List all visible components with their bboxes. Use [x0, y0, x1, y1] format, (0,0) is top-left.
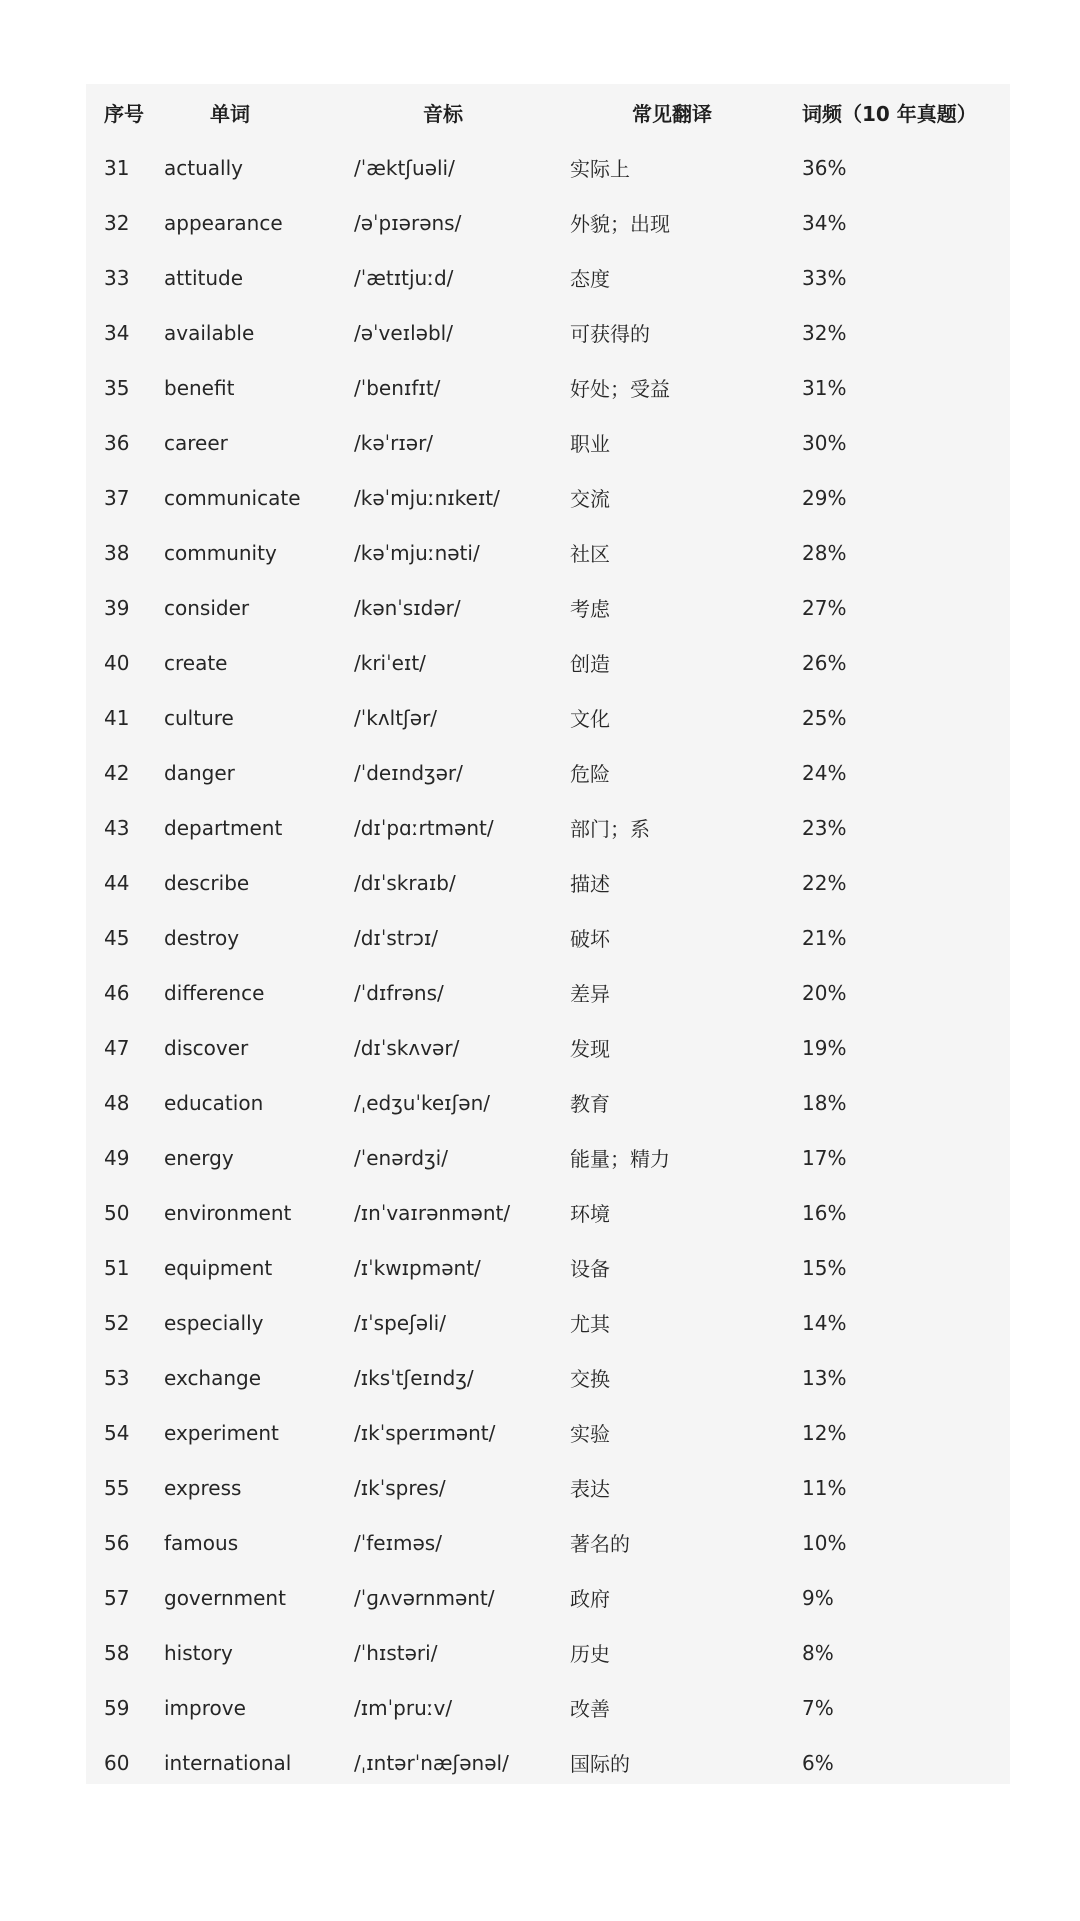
row-translation: 历史 [570, 1642, 610, 1666]
table-row [86, 1460, 1010, 1515]
row-word: energy [164, 1145, 234, 1170]
row-translation: 改善 [570, 1697, 610, 1721]
row-index: 37 [104, 485, 130, 510]
row-word: create [164, 650, 228, 675]
table-row [86, 1570, 1010, 1625]
row-word: difference [164, 980, 265, 1005]
row-phonetic: /ɪmˈpruːv/ [354, 1695, 453, 1720]
header-phonetic: 音标 [423, 101, 463, 126]
table-body [86, 140, 1010, 1790]
row-frequency: 13% [802, 1365, 847, 1390]
row-phonetic: /kəˈmjuːnəti/ [354, 540, 480, 565]
table-row [86, 1295, 1010, 1350]
row-word: culture [164, 705, 234, 730]
row-frequency: 16% [802, 1200, 847, 1225]
row-index: 57 [104, 1585, 130, 1610]
header-index: 序号 [104, 101, 144, 126]
row-phonetic: /ˌedʒuˈkeɪʃən/ [354, 1090, 491, 1115]
table-row [86, 1130, 1010, 1185]
row-phonetic: /dɪˈstrɔɪ/ [354, 925, 439, 950]
row-phonetic: /ˈhɪstəri/ [354, 1640, 438, 1665]
table-row [86, 305, 1010, 360]
row-index: 40 [104, 650, 130, 675]
row-index: 44 [104, 870, 130, 895]
row-frequency: 25% [802, 705, 847, 730]
row-frequency: 9% [802, 1585, 834, 1610]
row-frequency: 14% [802, 1310, 847, 1335]
row-word: history [164, 1640, 233, 1665]
row-frequency: 7% [802, 1695, 834, 1720]
row-word: career [164, 430, 228, 455]
row-word: international [164, 1750, 292, 1775]
row-index: 49 [104, 1145, 130, 1170]
row-translation: 实验 [570, 1422, 610, 1446]
row-word: experiment [164, 1420, 279, 1445]
row-phonetic: /ˈfeɪməs/ [354, 1530, 442, 1555]
table-row [86, 470, 1010, 525]
row-word: equipment [164, 1255, 273, 1280]
row-frequency: 31% [802, 375, 847, 400]
row-phonetic: /ˈdeɪndʒər/ [354, 760, 463, 785]
table-row [86, 1350, 1010, 1405]
row-phonetic: /dɪˈpɑːrtmənt/ [354, 815, 494, 840]
row-phonetic: /ˈætɪtjuːd/ [354, 265, 454, 290]
row-word: available [164, 320, 255, 345]
row-frequency: 29% [802, 485, 847, 510]
row-phonetic: /əˈveɪləbl/ [354, 320, 453, 345]
row-translation: 尤其 [570, 1312, 610, 1336]
table-row [86, 250, 1010, 305]
row-word: benefit [164, 375, 235, 400]
row-phonetic: /ɪnˈvaɪrənmənt/ [354, 1200, 511, 1225]
row-phonetic: /ˈkʌltʃər/ [354, 705, 438, 730]
row-frequency: 6% [802, 1750, 834, 1775]
row-frequency: 24% [802, 760, 847, 785]
row-index: 55 [104, 1475, 130, 1500]
row-frequency: 27% [802, 595, 847, 620]
row-word: express [164, 1475, 242, 1500]
row-word: actually [164, 155, 243, 180]
row-translation: 能量；精力 [570, 1147, 670, 1171]
row-index: 46 [104, 980, 130, 1005]
table-row [86, 1405, 1010, 1460]
row-word: environment [164, 1200, 292, 1225]
row-translation: 危险 [570, 762, 610, 786]
row-phonetic: /ɪkˈspres/ [354, 1475, 446, 1500]
row-translation: 创造 [570, 652, 610, 676]
row-translation: 可获得的 [570, 322, 650, 346]
table-row [86, 635, 1010, 690]
row-translation: 差异 [570, 982, 610, 1006]
row-word: attitude [164, 265, 244, 290]
row-frequency: 10% [802, 1530, 847, 1555]
table-row [86, 1680, 1010, 1735]
row-frequency: 18% [802, 1090, 847, 1115]
row-phonetic: /ˈbenɪfɪt/ [354, 375, 441, 400]
row-index: 53 [104, 1365, 130, 1390]
row-word: exchange [164, 1365, 262, 1390]
row-frequency: 17% [802, 1145, 847, 1170]
row-index: 32 [104, 210, 130, 235]
row-translation: 发现 [570, 1037, 610, 1061]
row-frequency: 34% [802, 210, 847, 235]
header-frequency: 词频（10 年真题） [802, 101, 977, 126]
row-translation: 国际的 [570, 1752, 630, 1776]
row-word: consider [164, 595, 250, 620]
row-word: government [164, 1585, 286, 1610]
row-translation: 教育 [570, 1092, 610, 1116]
row-index: 52 [104, 1310, 130, 1335]
table-row [86, 1735, 1010, 1790]
vocabulary-table-panel [86, 84, 1010, 1784]
row-phonetic: /kəˈmjuːnɪkeɪt/ [354, 485, 500, 510]
row-translation: 实际上 [570, 157, 630, 181]
row-phonetic: /dɪˈskʌvər/ [354, 1035, 460, 1060]
row-phonetic: /ˈɡʌvərnmənt/ [354, 1585, 495, 1610]
row-phonetic: /ɪksˈtʃeɪndʒ/ [354, 1365, 474, 1390]
row-frequency: 22% [802, 870, 847, 895]
row-frequency: 8% [802, 1640, 834, 1665]
row-index: 50 [104, 1200, 130, 1225]
table-row [86, 1075, 1010, 1130]
row-word: improve [164, 1695, 246, 1720]
row-phonetic: /kənˈsɪdər/ [354, 595, 461, 620]
row-frequency: 32% [802, 320, 847, 345]
row-translation: 破坏 [570, 927, 610, 951]
table-row [86, 580, 1010, 635]
row-index: 31 [104, 155, 130, 180]
row-phonetic: /ˈdɪfrəns/ [354, 980, 444, 1005]
row-phonetic: /ˈæktʃuəli/ [354, 155, 455, 180]
table-row [86, 910, 1010, 965]
row-frequency: 20% [802, 980, 847, 1005]
row-index: 47 [104, 1035, 130, 1060]
row-phonetic: /ɪkˈsperɪmənt/ [354, 1420, 496, 1445]
row-translation: 态度 [570, 267, 610, 291]
table-row [86, 965, 1010, 1020]
row-index: 45 [104, 925, 130, 950]
row-index: 36 [104, 430, 130, 455]
table-row [86, 1185, 1010, 1240]
row-phonetic: /ɪˈspeʃəli/ [354, 1310, 446, 1335]
row-word: discover [164, 1035, 249, 1060]
header-word: 单词 [210, 101, 250, 126]
row-word: community [164, 540, 277, 565]
table-header [86, 84, 1010, 140]
row-index: 42 [104, 760, 130, 785]
row-index: 43 [104, 815, 130, 840]
row-word: education [164, 1090, 264, 1115]
table-row [86, 140, 1010, 195]
vocabulary-table [86, 84, 1010, 1790]
row-translation: 表达 [570, 1477, 610, 1501]
header-translation: 常见翻译 [632, 101, 712, 126]
row-frequency: 28% [802, 540, 847, 565]
row-word: communicate [164, 485, 301, 510]
row-index: 60 [104, 1750, 130, 1775]
table-row [86, 1240, 1010, 1295]
row-translation: 部门；系 [570, 817, 650, 841]
row-word: destroy [164, 925, 240, 950]
row-index: 58 [104, 1640, 130, 1665]
row-frequency: 33% [802, 265, 847, 290]
row-word: describe [164, 870, 250, 895]
row-index: 35 [104, 375, 130, 400]
row-translation: 文化 [570, 707, 610, 731]
table-row [86, 195, 1010, 250]
row-index: 34 [104, 320, 130, 345]
row-translation: 外貌；出现 [570, 212, 670, 236]
row-index: 33 [104, 265, 130, 290]
row-translation: 政府 [570, 1587, 610, 1611]
row-phonetic: /əˈpɪərəns/ [354, 210, 462, 235]
row-index: 48 [104, 1090, 130, 1115]
row-frequency: 36% [802, 155, 847, 180]
row-frequency: 19% [802, 1035, 847, 1060]
table-row [86, 745, 1010, 800]
row-phonetic: /ˌɪntərˈnæʃənəl/ [354, 1750, 509, 1775]
table-row [86, 1515, 1010, 1570]
row-frequency: 15% [802, 1255, 847, 1280]
row-translation: 好处；受益 [570, 377, 670, 401]
table-row [86, 800, 1010, 855]
row-index: 56 [104, 1530, 130, 1555]
row-frequency: 12% [802, 1420, 847, 1445]
row-phonetic: /kriˈeɪt/ [354, 650, 426, 675]
row-frequency: 11% [802, 1475, 847, 1500]
row-translation: 考虑 [570, 597, 610, 621]
row-translation: 职业 [570, 432, 610, 456]
row-translation: 描述 [570, 872, 610, 896]
row-phonetic: /kəˈrɪər/ [354, 430, 434, 455]
row-translation: 社区 [570, 542, 610, 566]
row-translation: 交流 [570, 487, 610, 511]
row-frequency: 26% [802, 650, 847, 675]
row-phonetic: /ˈenərdʒi/ [354, 1145, 448, 1170]
row-index: 51 [104, 1255, 130, 1280]
header-row [86, 84, 1010, 140]
row-translation: 环境 [570, 1202, 610, 1226]
row-translation: 著名的 [570, 1532, 630, 1556]
row-index: 54 [104, 1420, 130, 1445]
row-frequency: 30% [802, 430, 847, 455]
row-index: 38 [104, 540, 130, 565]
table-row [86, 360, 1010, 415]
row-index: 39 [104, 595, 130, 620]
row-phonetic: /dɪˈskraɪb/ [354, 870, 456, 895]
row-word: department [164, 815, 283, 840]
row-index: 59 [104, 1695, 130, 1720]
row-translation: 交换 [570, 1367, 610, 1391]
row-translation: 设备 [570, 1257, 610, 1281]
row-word: danger [164, 760, 235, 785]
row-word: appearance [164, 210, 283, 235]
row-word: especially [164, 1310, 264, 1335]
row-phonetic: /ɪˈkwɪpmənt/ [354, 1255, 481, 1280]
table-row [86, 1625, 1010, 1680]
row-word: famous [164, 1530, 239, 1555]
table-row [86, 690, 1010, 745]
table-row [86, 415, 1010, 470]
table-row [86, 855, 1010, 910]
table-row [86, 1020, 1010, 1075]
row-frequency: 23% [802, 815, 847, 840]
table-row [86, 525, 1010, 580]
row-frequency: 21% [802, 925, 847, 950]
row-index: 41 [104, 705, 130, 730]
